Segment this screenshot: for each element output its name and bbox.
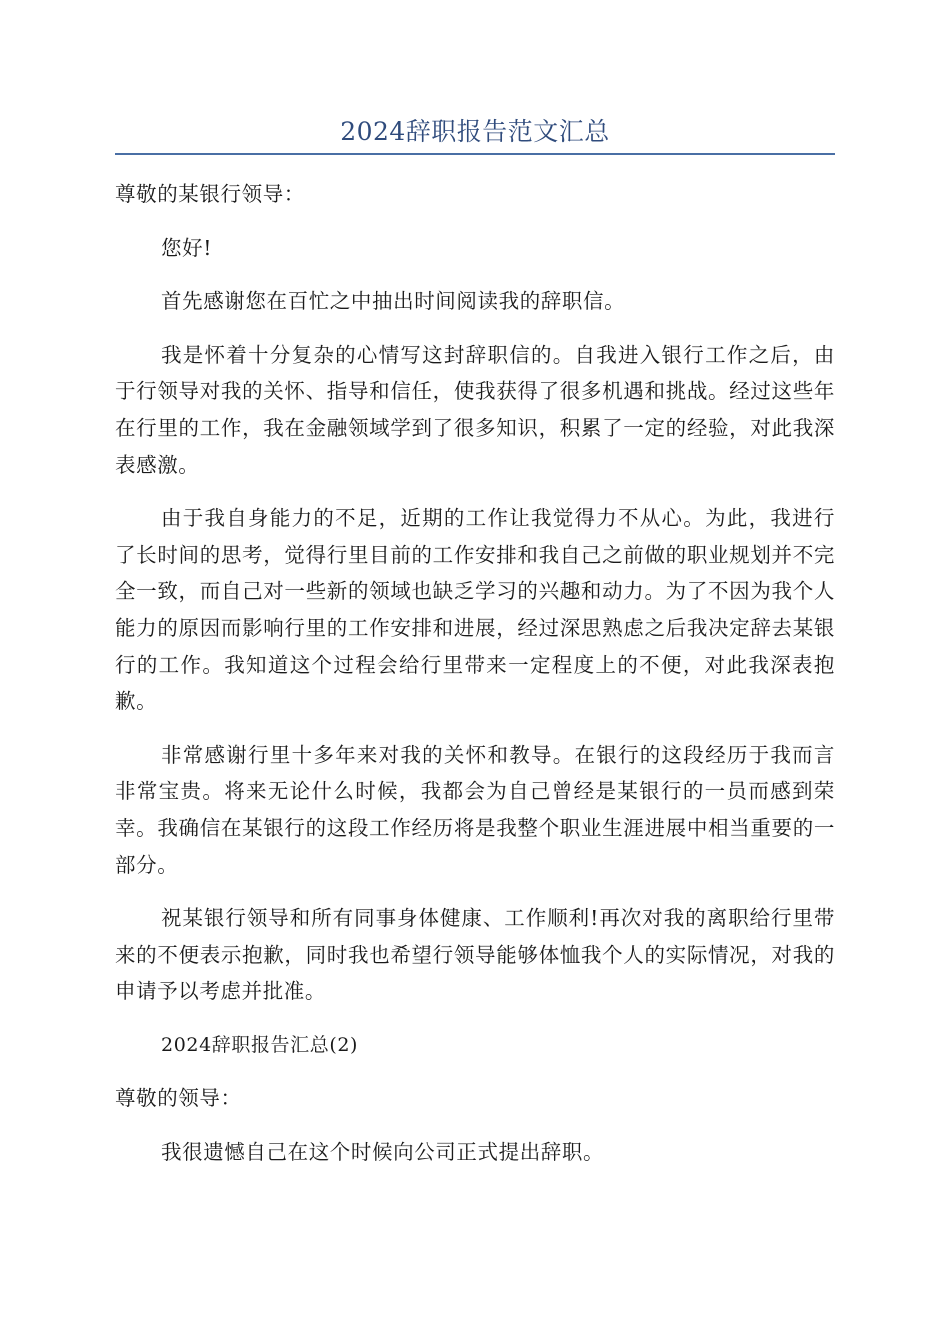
body-paragraph: 我是怀着十分复杂的心情写这封辞职信的。自我进入银行工作之后，由于行领导对我的关怀、指导和信任，使我获得了很多机遇和挑战。经过这些年在行里的工作，我在金融领域学到了很多知识，积累了一定的经验，对此我深表感激。 [115, 342, 835, 477]
salutation-paragraph: 尊敬的领导： [115, 1086, 242, 1111]
body-paragraph: 非常感谢行里十多年来对我的关怀和教导。在银行的这段经历于我而言非常宝贵。将来无论什么时候，我都会为自己曾经是某银行的一员而感到荣幸。我确信在某银行的这段工作经历将是我整个职业生涯进展中相当重要的一部分。 [115, 742, 835, 877]
salutation-paragraph: 尊敬的某银行领导： [115, 182, 305, 206]
title-underline [115, 153, 835, 155]
body-paragraph: 首先感谢您在百忙之中抽出时间阅读我的辞职信。 [161, 289, 626, 314]
document-body [115, 176, 835, 1188]
body-paragraph: 我很遗憾自己在这个时候向公司正式提出辞职。 [161, 1140, 605, 1165]
closing-paragraph: 祝某银行领导和所有同事身体健康、工作顺利!再次对我的离职给行里带来的不便表示抱歉，同时我也希望行领导能够体恤我个人的实际情况，对我的申请予以考虑并批准。 [115, 906, 835, 1004]
body-paragraph: 由于我自身能力的不足，近期的工作让我觉得力不从心。为此，我进行了长时间的思考，觉得行里目前的工作安排和我自己之前做的职业规划并不完全一致，而自己对一些新的领域也缺乏学习的兴趣和动力。为了不因为我个人能力的原因而影响行里的工作安排和进展，经过深思熟虑之后我决定辞去某银行的工作。我知道这个过程会给行里带来一定程度上的不便，对此我深表抱歉。 [115, 506, 835, 714]
document-title: 2024辞职报告范文汇总 [340, 117, 610, 146]
greeting-paragraph: 您好! [161, 235, 213, 260]
section-subheading: 2024辞职报告汇总(2) [161, 1033, 359, 1056]
